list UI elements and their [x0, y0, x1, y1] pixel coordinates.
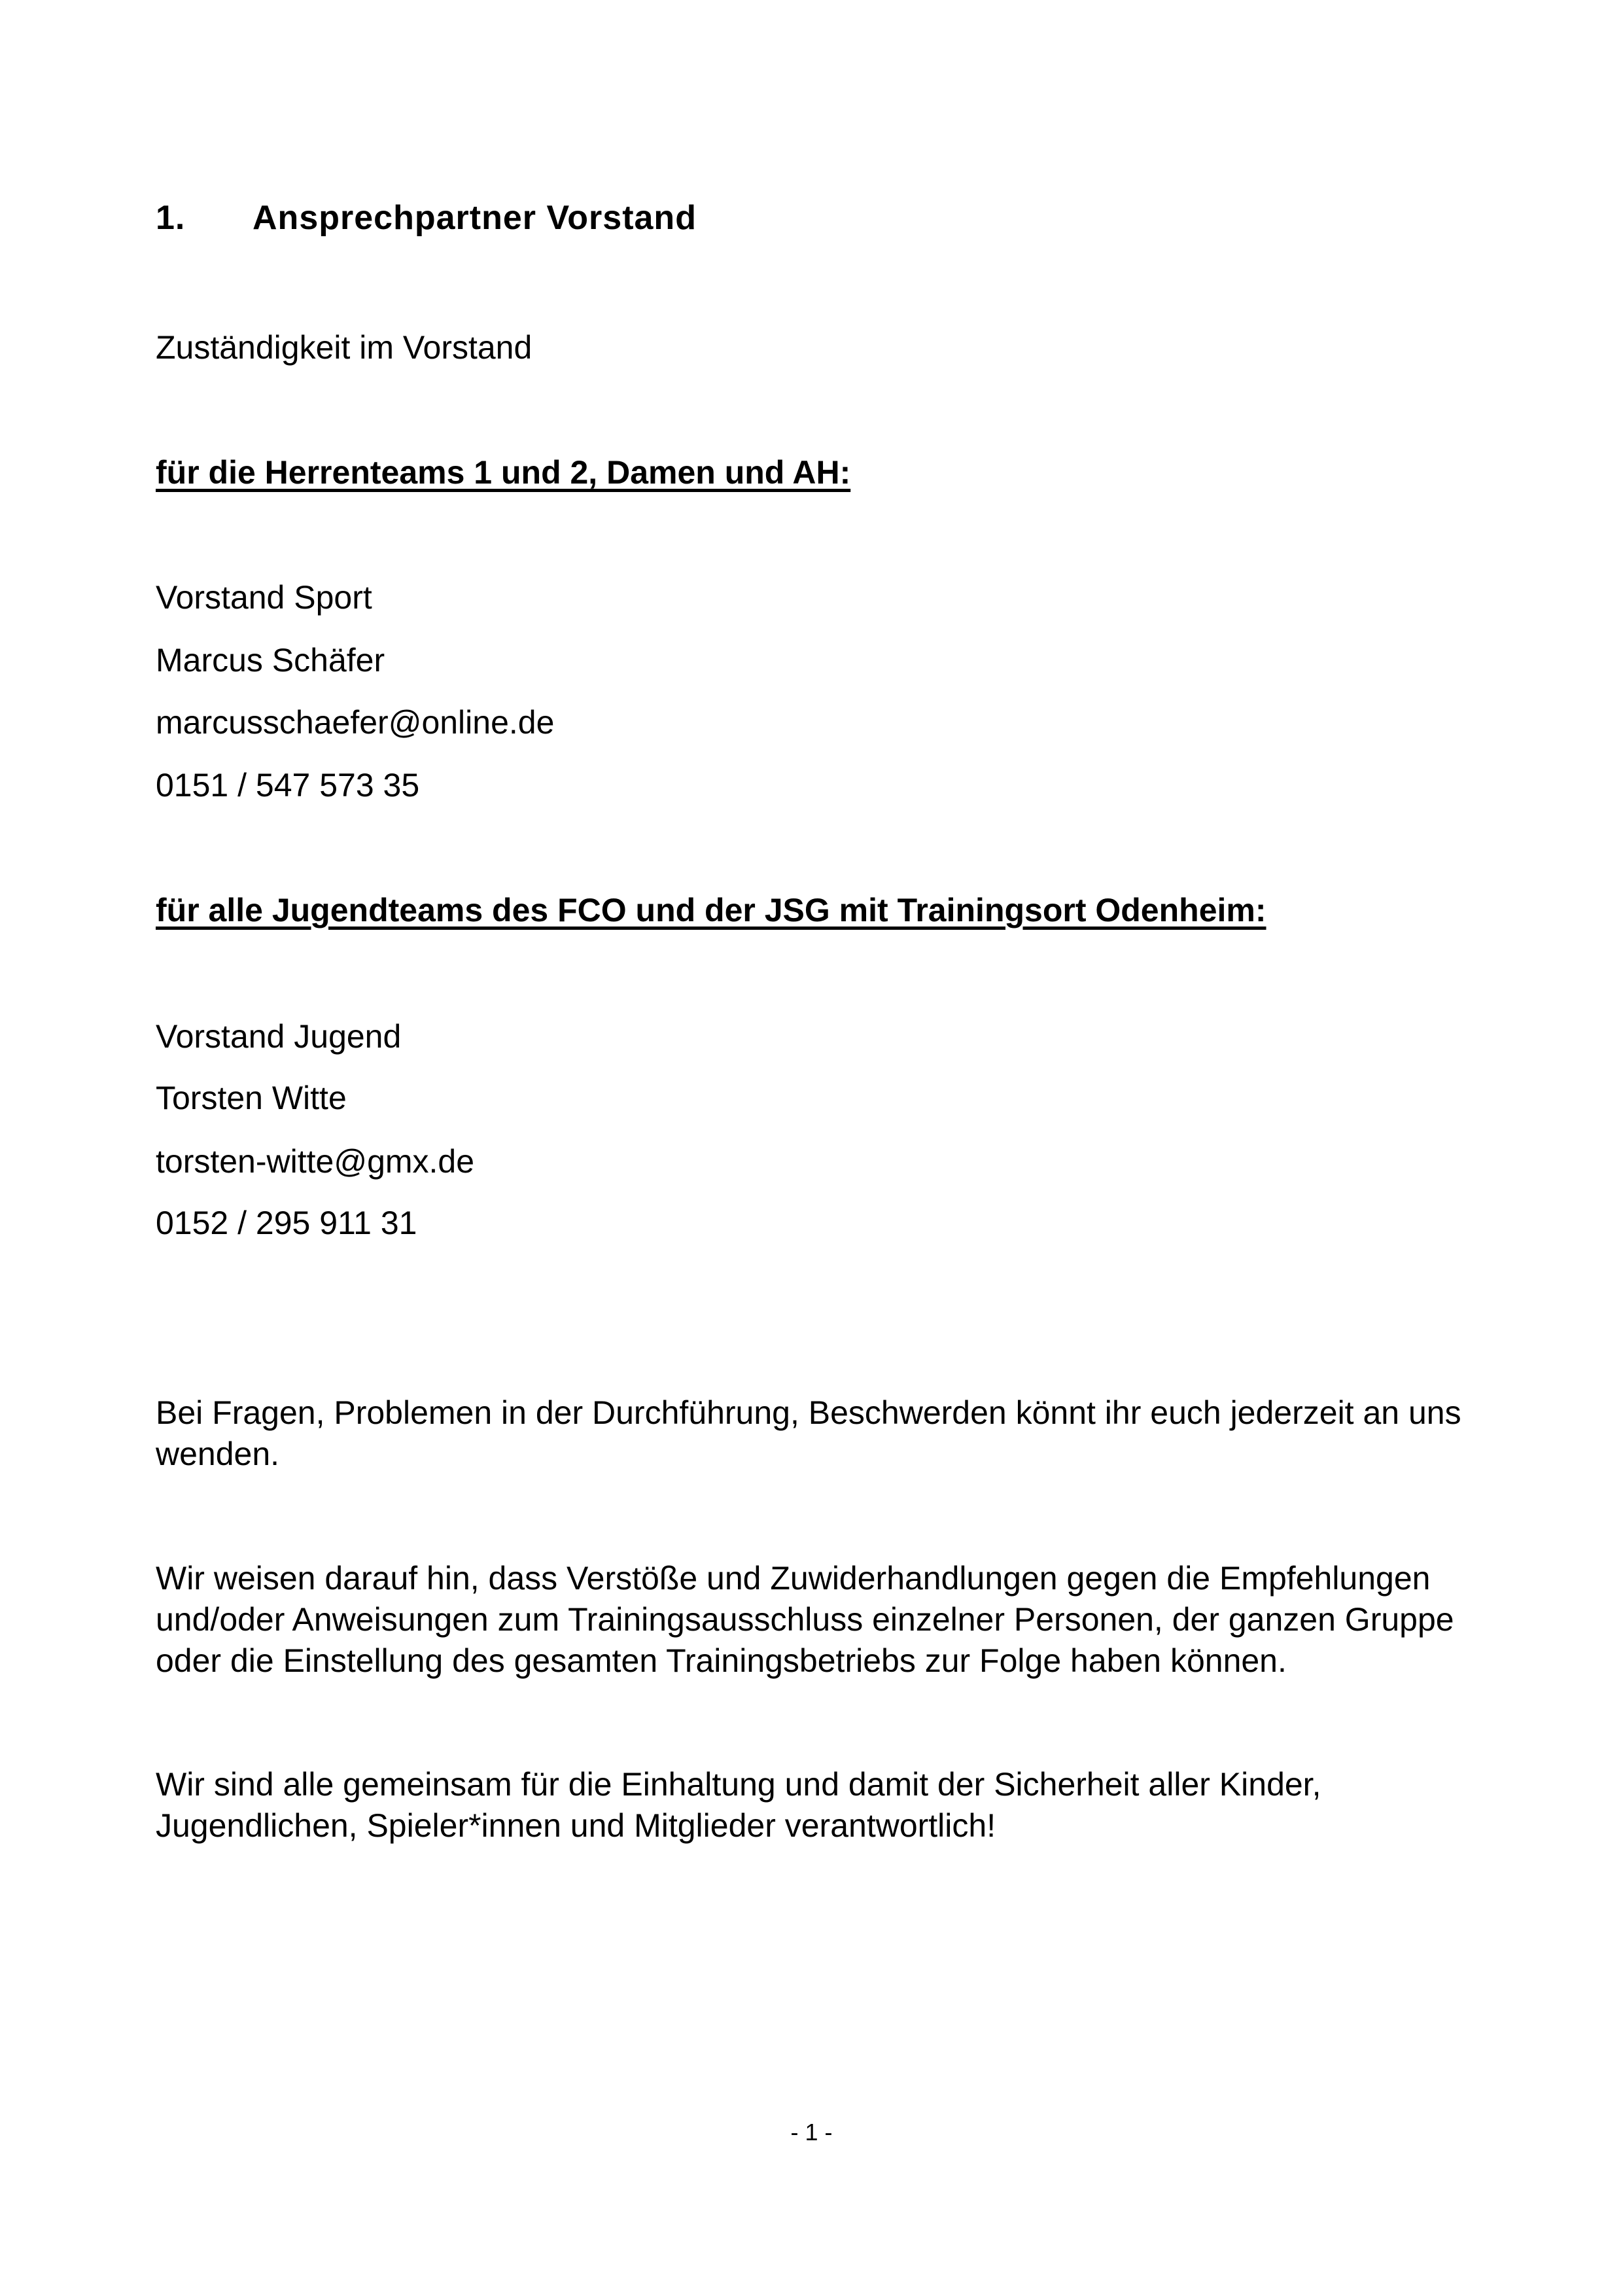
group-heading-jugend: für alle Jugendteams des FCO und der JSG mit Trainingsort Odenheim:	[156, 892, 1266, 928]
section-title: Ansprechpartner Vorstand	[253, 199, 697, 237]
section-number: 1.	[156, 199, 186, 237]
contact-name: Marcus Schäfer	[156, 642, 385, 679]
intro-text: Zuständigkeit im Vorstand	[156, 329, 532, 366]
contact-name: Torsten Witte	[156, 1080, 347, 1116]
group-heading-herren: für die Herrenteams 1 und 2, Damen und AH:	[156, 454, 851, 491]
contact-role: Vorstand Sport	[156, 579, 372, 616]
paragraph-violations: Wir weisen darauf hin, dass Verstöße und Zuwiderhandlungen gegen die Empfehlungen und/oder Anweisungen zum Trainingsausschluss einzelner Personen, der ganzen Gruppe oder die Einstellung des gesamten Trainingsbetriebs zur Folge haben können.	[156, 1560, 1454, 1679]
contact-email: torsten-witte@gmx.de	[156, 1143, 475, 1180]
contact-phone: 0151 / 547 573 35	[156, 767, 420, 804]
contact-phone: 0152 / 295 911 31	[156, 1205, 417, 1241]
contact-email: marcusschaefer@online.de	[156, 704, 555, 741]
paragraph-responsibility: Wir sind alle gemeinsam für die Einhaltung und damit der Sicherheit aller Kinder, Jugendlichen, Spieler*innen und Mitglieder verantwortlich!	[156, 1766, 1321, 1844]
contact-role: Vorstand Jugend	[156, 1018, 402, 1055]
paragraph-questions: Bei Fragen, Problemen in der Durchführung, Beschwerden könnt ihr euch jederzeit an uns wenden.	[156, 1394, 1461, 1472]
section-heading	[156, 198, 697, 239]
page-number: - 1 -	[790, 2119, 833, 2146]
